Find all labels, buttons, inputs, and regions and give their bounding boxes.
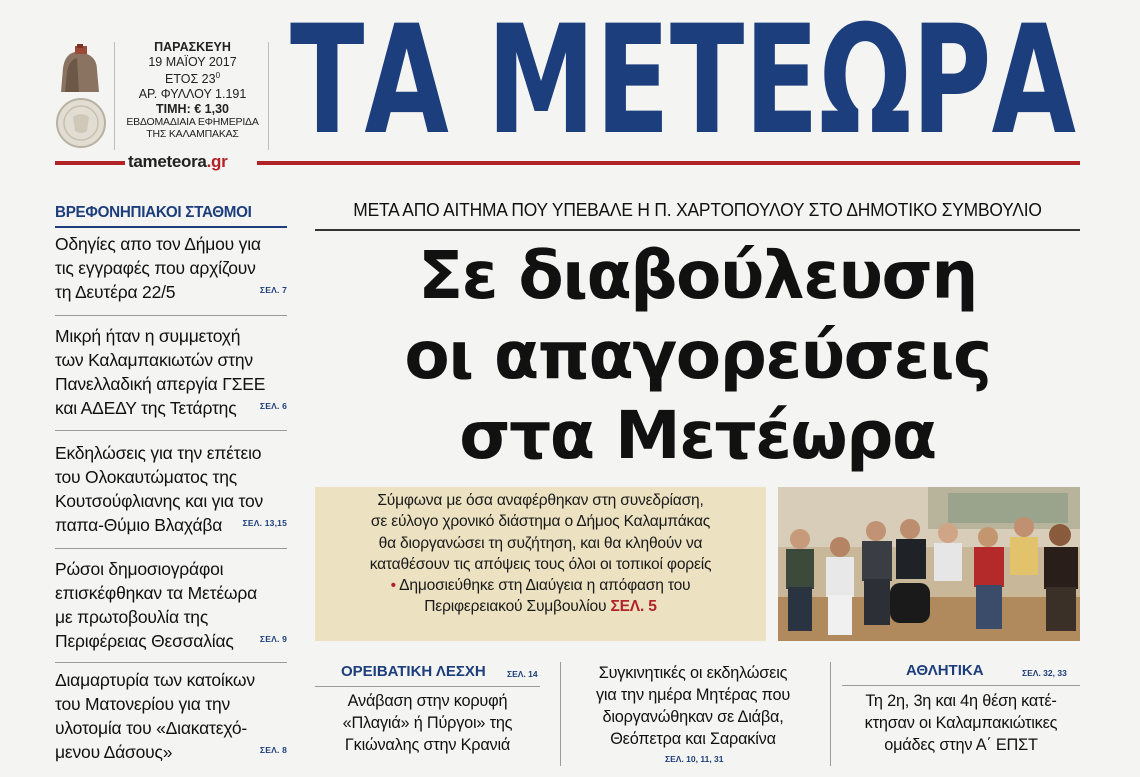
issue-price: ΤΙΜΗ: € 1,30 <box>156 101 229 116</box>
main-kicker: ΜΕΤΑ ΑΠΟ ΑΙΤΗΜΑ ΠΟΥ ΥΠΕΒΑΛΕ Η Π. ΧΑΡΤΟΠΟΥΛΟΥ ΣΤΟ ΔΗΜΟΤΙΚΟ ΣΥΜΒΟΥΛΙΟ <box>353 199 1042 220</box>
issue-info <box>120 40 265 140</box>
seal-logo <box>55 97 107 149</box>
left-divider <box>55 315 287 316</box>
page-ref: ΣΕΛ. 8 <box>259 745 287 755</box>
issue-day: ΠΑΡΑΣΚΕΥΗ <box>154 40 231 54</box>
issue-date: 19 ΜΑΪΟΥ 2017 <box>148 54 237 69</box>
left-story-3[interactable]: Εκδηλώσεις για την επέτειο του Ολοκαυτώματος της Κουτσούφλιανης και για τον παπα-Θύμιο Βλαχάβα ΣΕΛ. 13,15 <box>55 443 287 535</box>
bottom-divider <box>830 662 831 766</box>
bottom-col1-rule <box>315 686 540 687</box>
masthead-rule-left <box>55 161 125 165</box>
bottom-col3-rule <box>842 685 1080 686</box>
bottom-story-2[interactable]: Συγκινητικές οι εκδηλώσεις για την ημέρα Μητέρας που διοργανώθηκαν σε Διάβα, Θεόπετρα και Σαρακίνα <box>595 664 791 748</box>
masthead-rule-right <box>257 161 1080 165</box>
bottom-story-1[interactable]: Ανάβαση στην κορυφή «Πλαγιά» ή Πύργοι» της Γκιώναλης στην Κρανιά <box>342 692 513 754</box>
issue-year: ΕΤΟΣ $23^0$ <box>164 71 221 87</box>
left-divider <box>55 662 287 663</box>
left-story-4[interactable]: Ρώσοι δημοσιογράφοι επισκέφθηκαν τα Μετέωρα με πρωτοβουλία της Περιφέρειας Θεσσαλίας ΣΕΛ. 9 <box>55 559 287 651</box>
masthead-divider <box>268 42 269 150</box>
left-divider <box>55 430 287 431</box>
left-divider <box>55 548 287 549</box>
meeting-photo <box>778 487 1080 641</box>
paper-desc-1: ΕΒΔΟΜΑΔΙΑΙΑ ΕΦΗΜΕΡΙΔΑ <box>126 116 259 129</box>
newspaper-title <box>288 8 1078 158</box>
bottom-col1-header: ΟΡΕΙΒΑΤΙΚΗ ΛΕΣΧΗ ΣΕΛ. 14 <box>341 663 538 680</box>
bullet-icon: • <box>390 577 396 595</box>
main-summary-box: Σύμφωνα με όσα αναφέρθηκαν στη συνεδρίαση, σε εύλογο χρονικό διάστημα ο Δήμος Καλαμπάκας θα διοργανώσει τη συζήτηση, και θα κληθούν να καταθέσουν τις απόψεις τους όλοι οι τοπικοί φορείς • Δημοσιεύθηκε στη Διαύγεια η απόφαση του Περιφερειακού Συμβουλίου ΣΕΛ. 5 <box>315 487 766 641</box>
page-ref: ΣΕΛ. 14 <box>507 669 538 679</box>
page-ref: ΣΕΛ. 13,15 <box>242 518 287 528</box>
website-url[interactable]: tameteora.gr <box>128 152 228 171</box>
page-ref: ΣΕΛ. 9 <box>259 634 287 644</box>
left-heading-rule <box>55 226 287 228</box>
left-section-heading: ΒΡΕΦΟΝΗΠΙΑΚΟΙ ΣΤΑΘΜΟΙ <box>55 204 252 221</box>
page-ref: ΣΕΛ. 6 <box>259 401 287 411</box>
bottom-col3-header: ΑΘΛΗΤΙΚΑ ΣΕΛ. 32, 33 <box>906 662 1067 679</box>
bottom-divider <box>560 662 561 766</box>
masthead-divider <box>114 42 115 150</box>
meteora-rock-logo <box>55 44 105 94</box>
paper-desc-2: ΤΗΣ ΚΑΛΑΜΠΑΚΑΣ <box>146 128 239 141</box>
main-headline[interactable]: Σε διαβούλευση οι απαγορεύσεις στα Μετέωρα <box>404 237 991 474</box>
kicker-rule <box>315 229 1080 231</box>
page-ref: ΣΕΛ. 5 <box>610 598 657 616</box>
newspaper-title-text: ΤΑ ΜΕΤΕΩΡΑ <box>290 8 1076 158</box>
page-ref: ΣΕΛ. 7 <box>259 285 287 295</box>
bottom-story-3[interactable]: Τη 2η, 3η και 4η θέση κατέ- κτησαν οι Καλαμπακιώτικες ομάδες στην Α΄ ΕΠΣΤ <box>864 692 1058 754</box>
issue-number: ΑΡ. ΦΥΛΛΟΥ 1.191 <box>138 86 247 101</box>
page-ref: ΣΕΛ. 10, 11, 31 <box>665 754 724 764</box>
page-ref: ΣΕΛ. 32, 33 <box>1022 668 1067 678</box>
left-story-2[interactable]: Μικρή ήταν η συμμετοχή των Καλαμπακιωτών στην Πανελλαδική απεργία ΓΣΕΕ και ΑΔΕΔΥ της Τετάρτης ΣΕΛ. 6 <box>55 326 287 418</box>
left-story-5[interactable]: Διαμαρτυρία των κατοίκων του Ματονερίου για την υλοτομία του «Διακατεχό- μενου Δάσους» ΣΕΛ. 8 <box>55 670 287 762</box>
left-story-1[interactable]: Οδηγίες απο τον Δήμου για τις εγγραφές που αρχίζουν τη Δευτέρα 22/5 ΣΕΛ. 7 <box>55 234 287 302</box>
